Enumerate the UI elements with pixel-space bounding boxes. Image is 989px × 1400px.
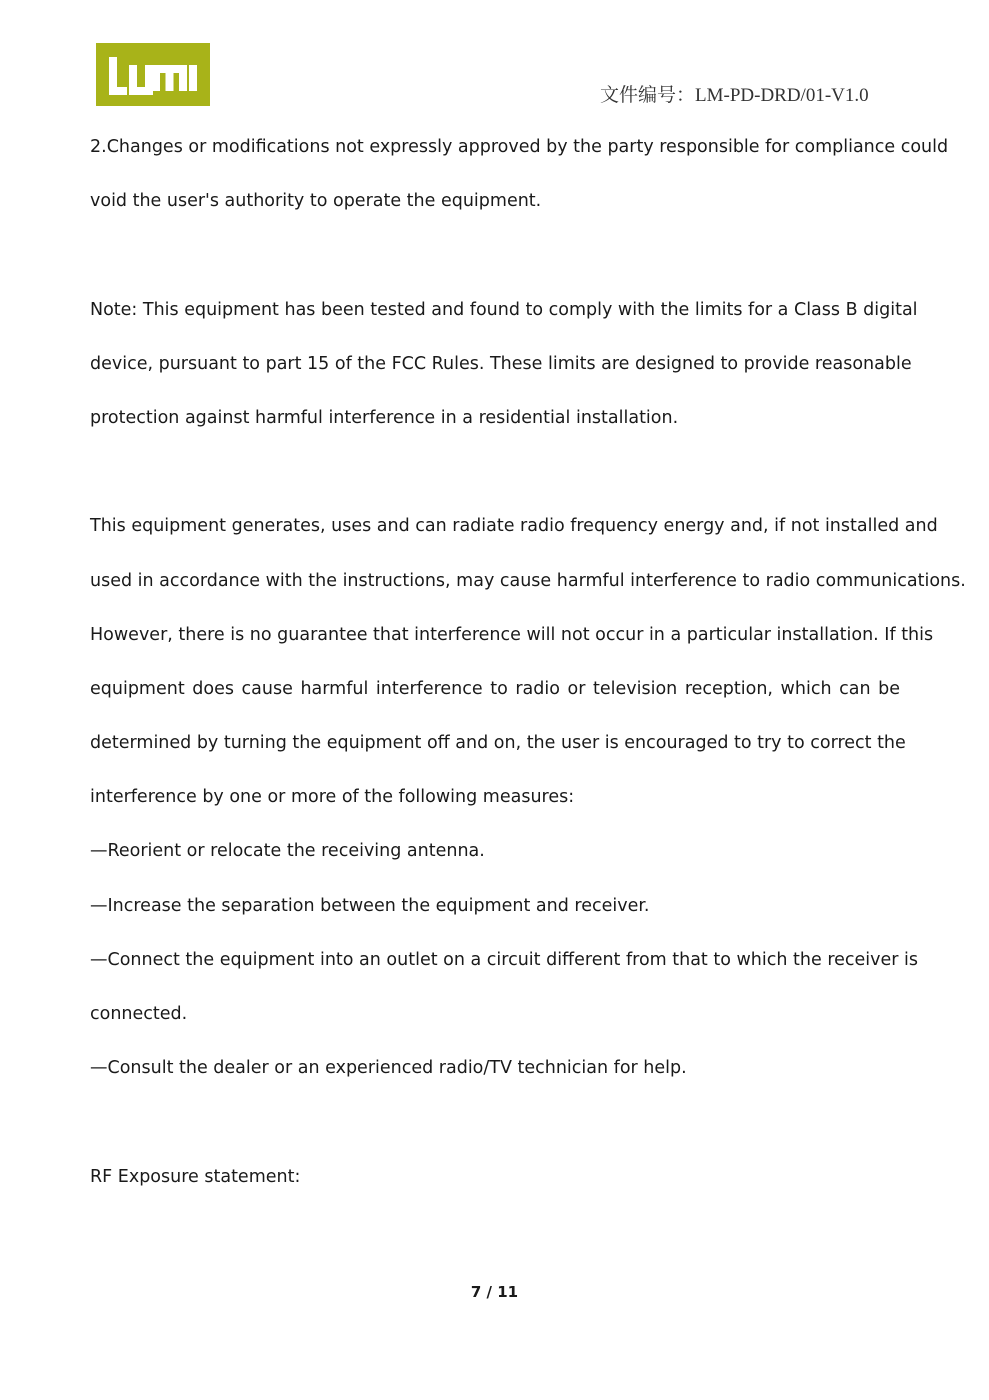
measure-item: —Consult the dealer or an experienced radio/TV technician for help. <box>90 1058 687 1079</box>
paragraph-line: interference by one or more of the following measures: <box>90 787 575 808</box>
measure-item: —Increase the separation between the equipment and receiver. <box>90 895 650 916</box>
paragraph-line: Note: This equipment has been tested and found to comply with the limits for a Class B digital <box>90 299 918 320</box>
document-number: 文件编号：LM-PD-DRD/01-V1.0 <box>600 85 869 106</box>
measure-item: —Reorient or relocate the receiving antenna. <box>90 841 485 862</box>
document-body <box>90 120 966 1204</box>
paragraph-line: void the user's authority to operate the equipment. <box>90 191 542 212</box>
rf-exposure-heading: RF Exposure statement: <box>90 1166 301 1187</box>
lumi-logo-icon <box>96 43 210 106</box>
company-logo <box>96 43 210 106</box>
paragraph-line: used in accordance with the instructions, may cause harmful interference to radio communications. <box>90 570 966 591</box>
page-number: 7 / 11 <box>470 1283 519 1301</box>
paragraph-line: However, there is no guarantee that interference will not occur in a particular installation. If this <box>90 624 934 645</box>
paragraph-line: 2.Changes or modifications not expressly approved by the party responsible for compliance could <box>90 137 949 157</box>
measure-item: connected. <box>90 1004 188 1024</box>
paragraph-line: device, pursuant to part 15 of the FCC Rules. These limits are designed to provide reasonable <box>90 353 912 374</box>
paragraph-line: protection against harmful interference in a residential installation. <box>90 407 679 428</box>
paragraph-line: This equipment generates, uses and can radiate radio frequency energy and, if not installed and <box>90 516 938 537</box>
measure-item: —Connect the equipment into an outlet on a circuit different from that to which the receiver is <box>90 949 919 970</box>
paragraph-line: determined by turning the equipment off and on, the user is encouraged to try to correct the <box>90 733 906 754</box>
paragraph-line: equipment does cause harmful interference to radio or television reception, which can be <box>90 678 900 699</box>
